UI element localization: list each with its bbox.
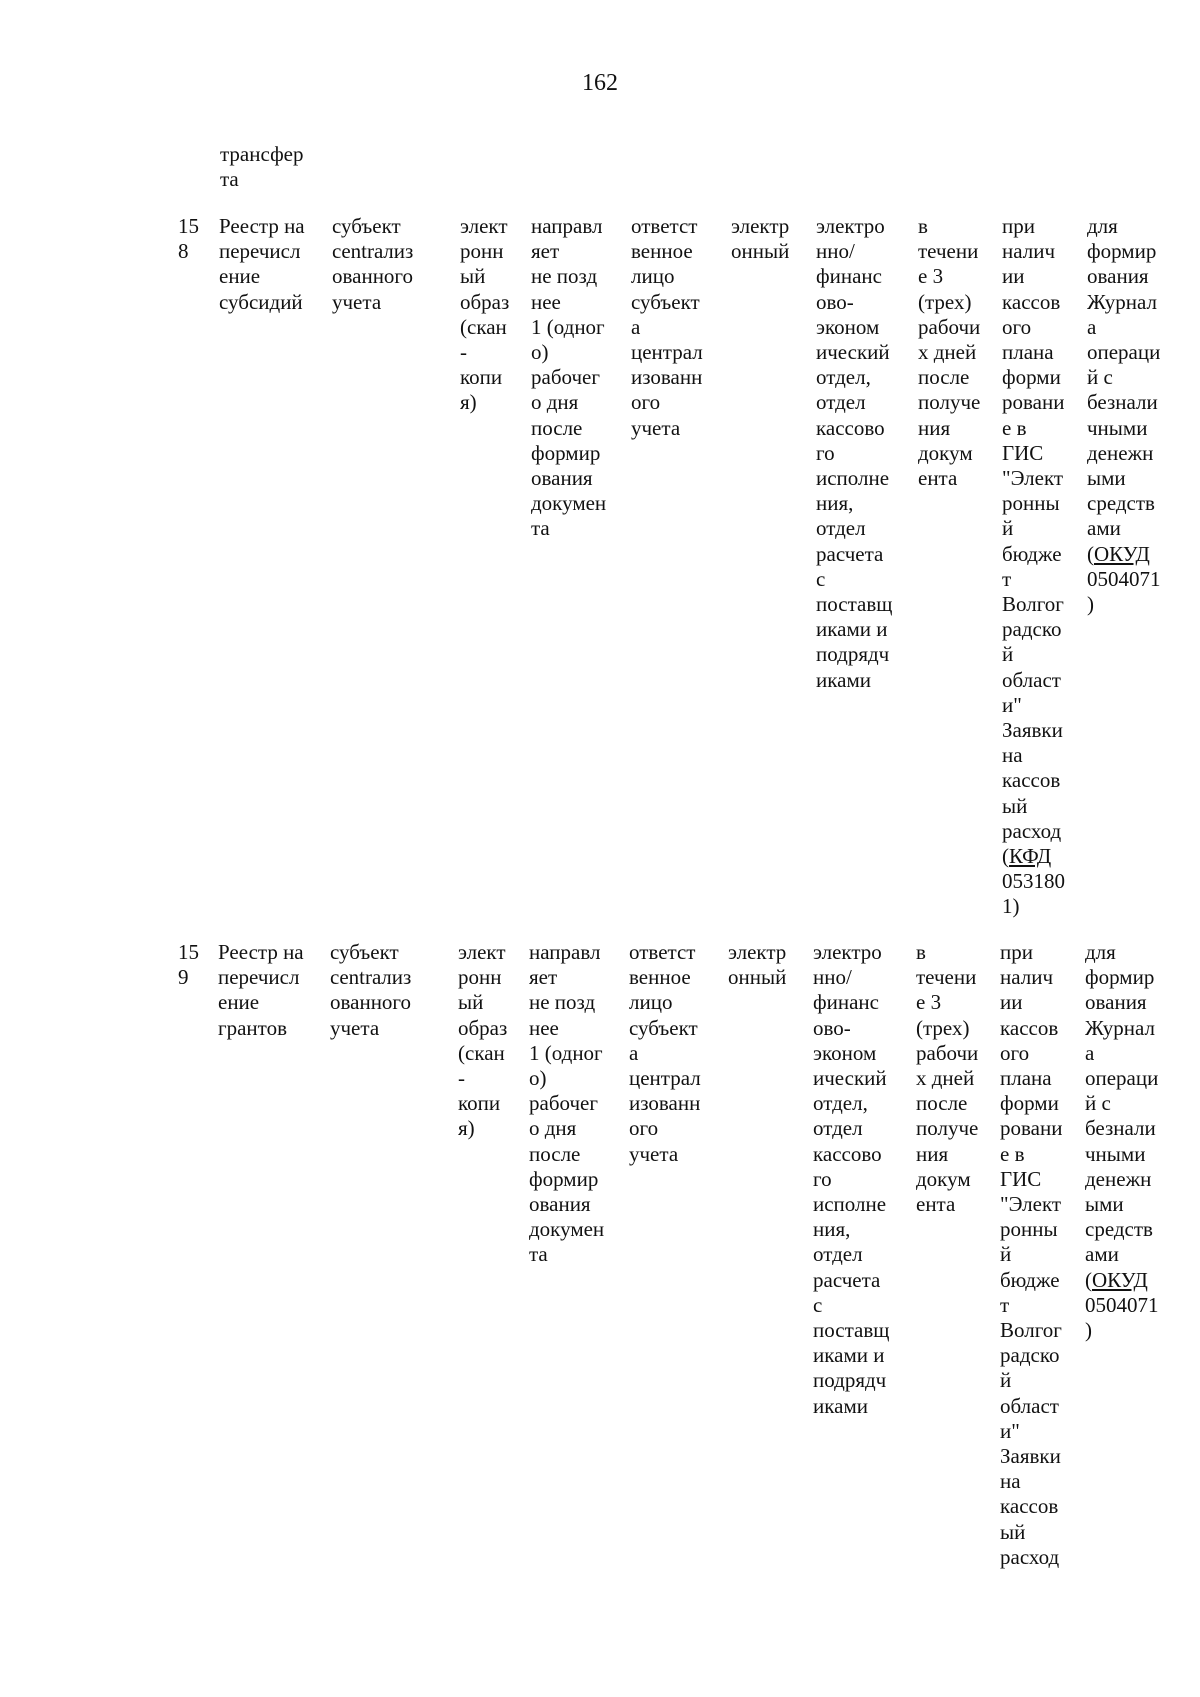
transfer-form: электр онный bbox=[728, 940, 787, 990]
processing-condition: при налич ии кассов ого плана форми ровани е в ГИС "Элект ронны й бюдже т Волгог радско й област и" Заявки на кассов ый расход (КФД 053180 1) bbox=[1002, 214, 1065, 919]
document-purpose: для формир ования Журнал а операци й с безнали чными денежн ыми средств ами (ОКУД 0504071 ) bbox=[1085, 940, 1159, 1343]
responsible-person: ответст венное лицо субъект а централ изованн ого учета bbox=[631, 214, 703, 440]
row-number: 15 8 bbox=[178, 214, 199, 264]
responsible-person: ответст венное лицо субъект а централ изованн ого учета bbox=[629, 940, 701, 1166]
receive-deadline: в течени е 3 (трех) рабочи х дней после получе ния докум ента bbox=[918, 214, 981, 491]
page-number: 162 bbox=[582, 70, 618, 96]
document-format: элект ронн ый образ (скан - копи я) bbox=[460, 214, 510, 415]
document-format: элект ронн ый образ (скан - копи я) bbox=[458, 940, 508, 1141]
okud-code-label: ОКУД bbox=[1094, 541, 1150, 566]
kfd-code-label: КФД bbox=[1009, 844, 1052, 869]
okud-code-number: 0504071 ) bbox=[1085, 1292, 1159, 1343]
kfd-code-number: 053180 1) bbox=[1002, 869, 1065, 919]
row-number: 15 9 bbox=[178, 940, 199, 990]
submission-deadline: направл яет не позд нее 1 (одног о) рабочег о дня после формир ования докумен та bbox=[529, 940, 605, 1267]
purpose-text: для формир ования Журнал а операци й с безнали чными денежн ыми средств ами bbox=[1085, 940, 1159, 1267]
recipient: электро нно/ финанс ово- эконом ический отдел, отдел кассово го исполне ния, отдел расчета с поставщ иками и подрядч иками bbox=[813, 940, 890, 1418]
document-name: Реестр на перечисл ение субсидий bbox=[219, 214, 305, 314]
processing-condition: при налич ии кассов ого плана форми ровани е в ГИС "Элект ронны й бюдже т Волгог радско й област и" Заявки на кассов ый расход bbox=[1000, 940, 1063, 1569]
submission-deadline: направл яет не позд нее 1 (одног о) рабочег о дня после формир ования докумен та bbox=[531, 214, 607, 541]
document-name: Реестр на перечисл ение грантов bbox=[218, 940, 304, 1040]
transfer-form: электр онный bbox=[731, 214, 790, 264]
condition-text: при налич ии кассов ого плана форми ровани е в ГИС "Элект ронны й бюдже т Волгог радско й област и" Заявки на кассов ый расход bbox=[1002, 214, 1065, 843]
receive-deadline: в течени е 3 (трех) рабочи х дней после получе ния докум ента bbox=[916, 940, 979, 1217]
okud-code-label: ОКУД bbox=[1092, 1267, 1148, 1292]
okud-code-number: 0504071 ) bbox=[1087, 566, 1161, 617]
document-purpose: для формир ования Журнал а операци й с безнали чными денежн ыми средств ами (ОКУД 0504071 ) bbox=[1087, 214, 1161, 617]
carryover-name-cell: трансфер та bbox=[220, 142, 304, 192]
document-creator: субъект centraлиз ованного учета bbox=[332, 214, 414, 314]
purpose-text: для формир ования Журнал а операци й с безнали чными денежн ыми средств ами bbox=[1087, 214, 1161, 541]
document-creator: субъект centraлиз ованного учета bbox=[330, 940, 412, 1040]
recipient: электро нно/ финанс ово- эконом ический отдел, отдел кассово го исполне ния, отдел расчета с поставщ иками и подрядч иками bbox=[816, 214, 893, 692]
